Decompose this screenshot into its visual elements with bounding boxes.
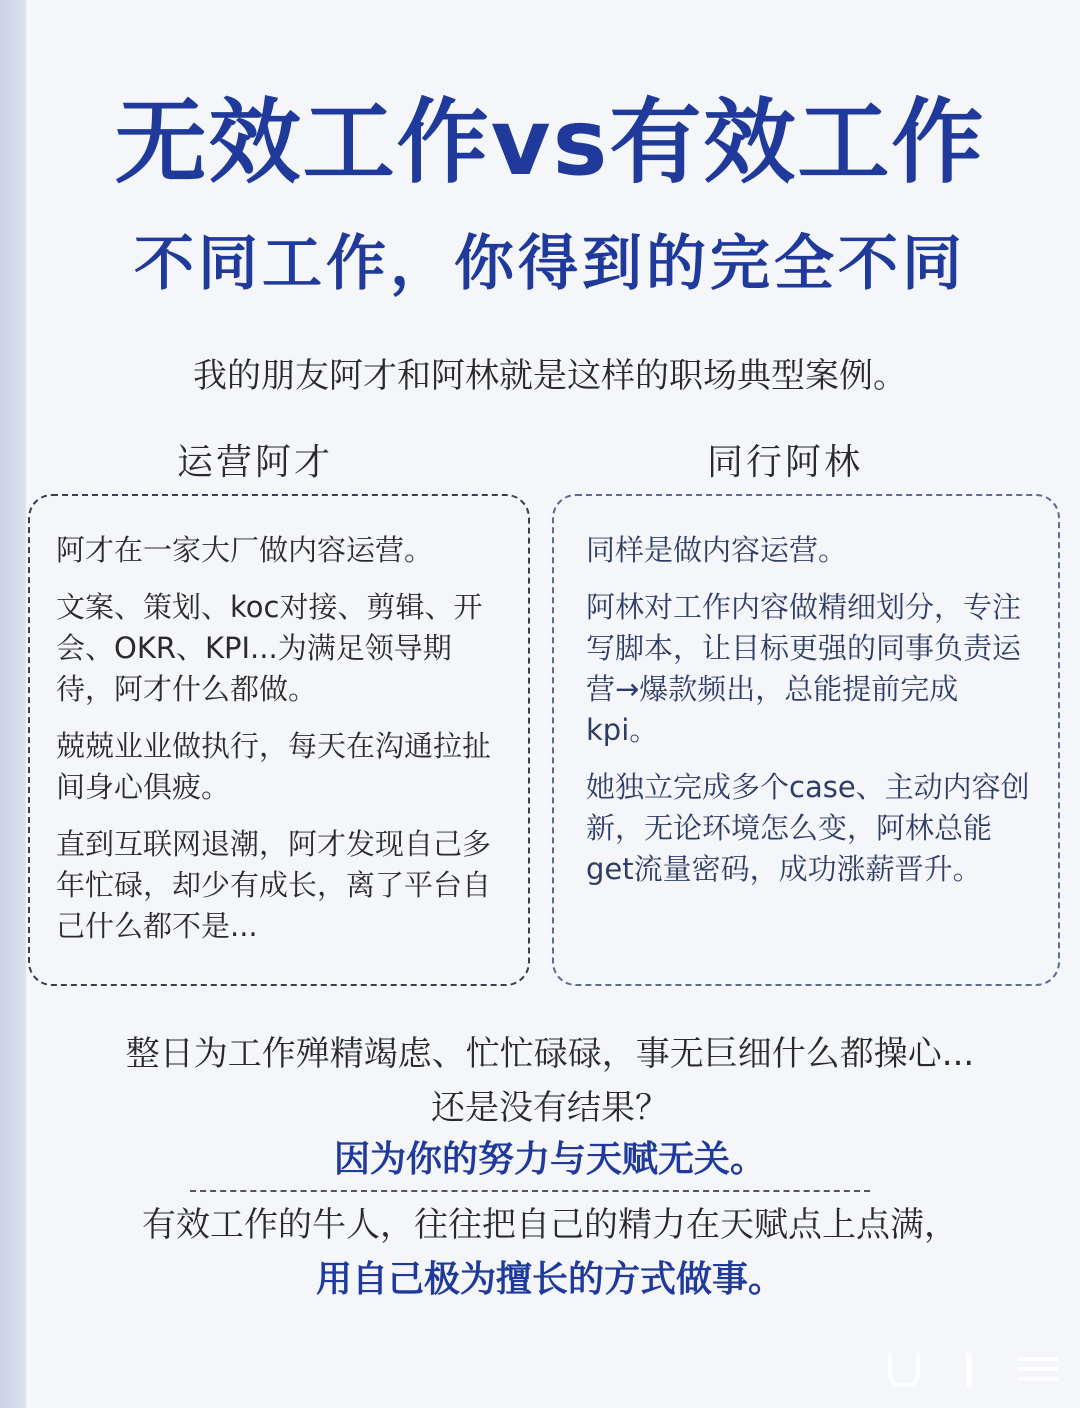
intro-text: 我的朋友阿才和阿林就是这样的职场典型案例。: [193, 356, 907, 396]
left-paragraph-4: 直到互联网退潮，阿才发现自己多年忙碌，却少有成长，离了平台自己什么都不是...: [56, 827, 492, 943]
right-paragraph-2: 阿林对工作内容做精细划分，专注写脚本，让目标更强的同事负责运营→爆款频出，总能提前完成kpi。: [586, 590, 1022, 747]
page-title: 无效工作vs有效工作: [114, 89, 986, 196]
page-subtitle: 不同工作，你得到的完全不同: [134, 229, 966, 299]
dashed-divider: [190, 1190, 870, 1192]
right-paragraph-1: 同样是做内容运营。: [586, 533, 848, 567]
menu-lines-icon: [1018, 1357, 1058, 1383]
watermark-icons: [888, 1352, 1058, 1388]
left-paragraph-3: 兢兢业业做执行，每天在沟通拉扯间身心俱疲。: [56, 729, 492, 804]
left-edge-strip: [0, 0, 26, 1408]
bar-icon: [966, 1353, 972, 1387]
summary-highlight-2: 用自己极为擅长的方式做事。: [315, 1259, 784, 1300]
right-case-box: [552, 494, 1060, 986]
left-paragraph-2: 文案、策划、koc对接、剪辑、开会、OKR、KPI...为满足领导期待，阿才什么都做。: [56, 590, 483, 706]
summary-line-4: 有效工作的牛人，往往把自己的精力在天赋点上点满，: [142, 1205, 958, 1245]
right-paragraph-3: 她独立完成多个case、主动内容创新，无论环境怎么变，阿林总能get流量密码，成功涨薪晋升。: [586, 770, 1030, 886]
left-column-heading: 运营阿才: [176, 442, 333, 483]
right-column-heading: 同行阿林: [706, 442, 863, 483]
summary-line-2: 还是没有结果？: [431, 1088, 669, 1128]
summary-highlight-1: 因为你的努力与天赋无关。: [333, 1139, 766, 1180]
left-paragraph-1: 阿才在一家大厂做内容运营。: [56, 533, 434, 567]
summary-line-1: 整日为工作殚精竭虑、忙忙碌碌，事无巨细什么都操心...: [125, 1034, 975, 1074]
cup-icon: [888, 1353, 920, 1387]
left-case-box: [28, 494, 530, 986]
